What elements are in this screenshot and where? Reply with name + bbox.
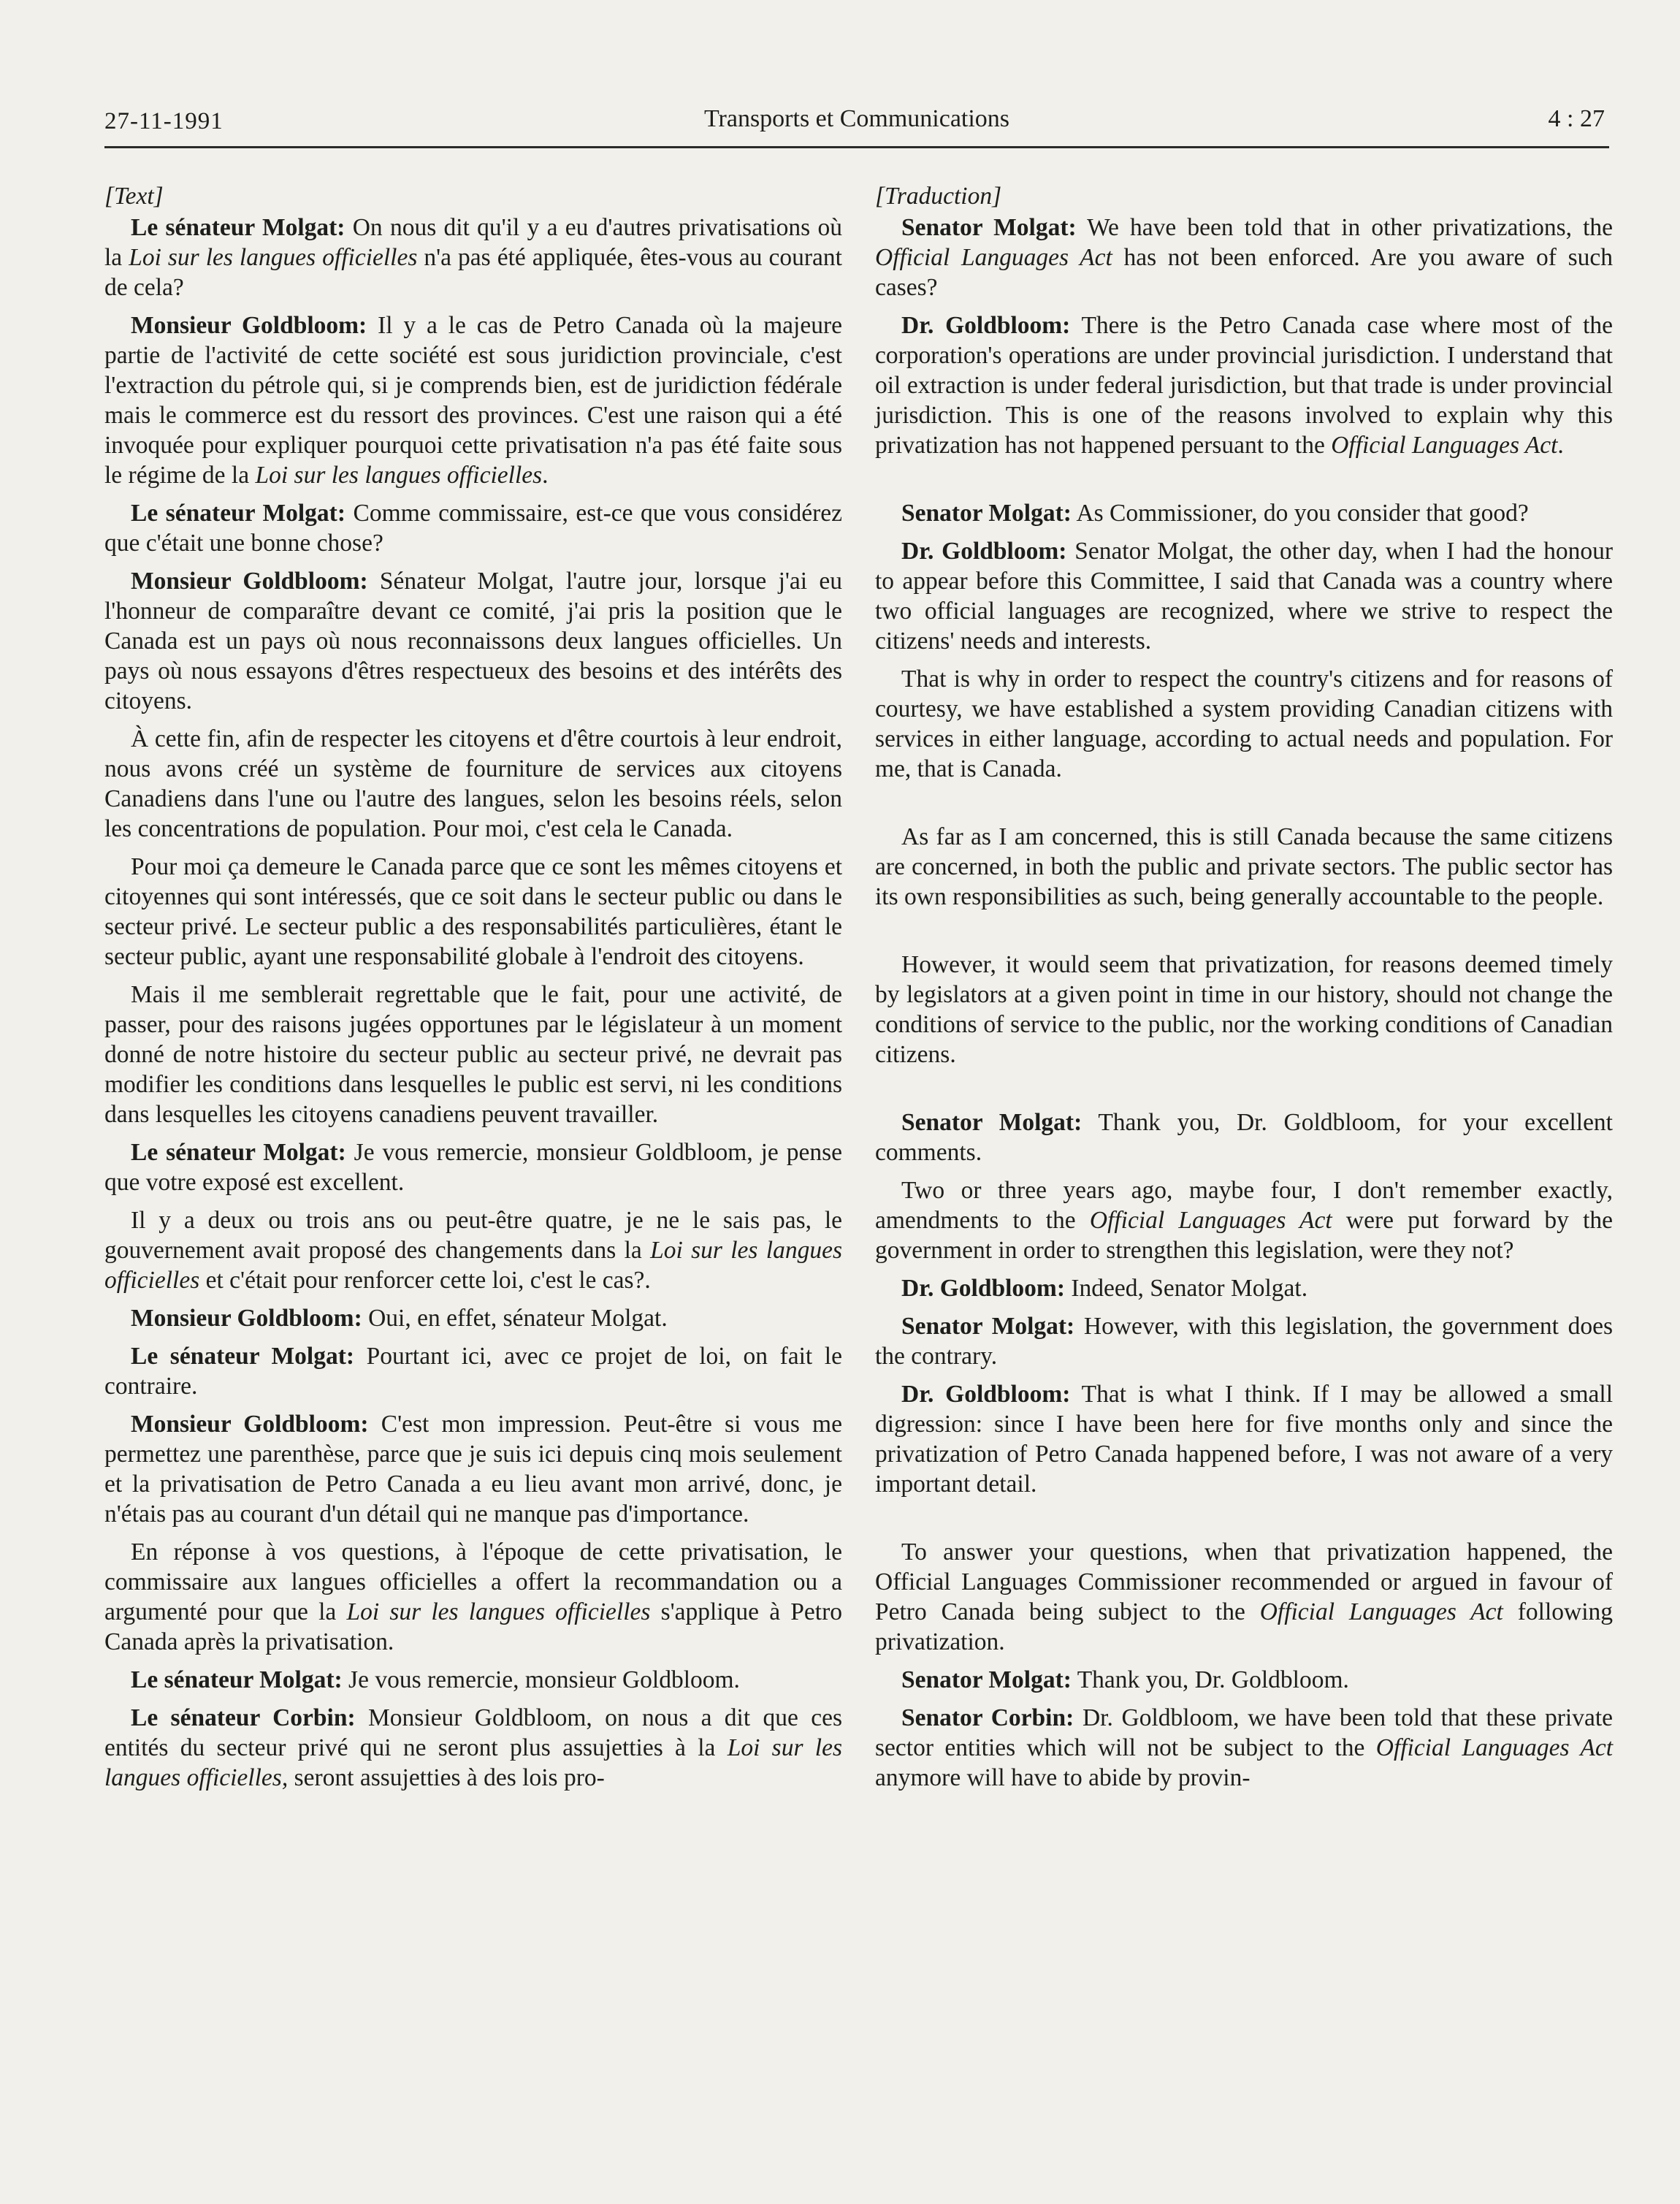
paragraph: However, it would seem that privatization, for reasons deemed timely by legislators at a given point in time in our history, should not change the conditions of service to the public, nor the working conditions of Canadian citizens.	[875, 951, 1613, 1068]
paragraph: À cette fin, afin de respecter les citoyens et d'être courtois à leur endroit, nous avons créé un système de fourniture de services aux citoyens Canadiens dans l'une ou l'autre des langues, selon les besoins réels, selon les concentrations de population. Pour moi, c'est cela le Canada.	[104, 725, 842, 842]
act-title: Official Languages Act	[875, 244, 1112, 271]
speaker-name: Le sénateur Molgat:	[131, 1139, 346, 1166]
paragraph: Il y a deux ou trois ans ou peut-être quatre, je ne le sais pas, le gouvernement avait proposé des changements dans la Loi sur les langues officielles et c'était pour renforcer cette loi, c'est le cas?.	[104, 1207, 842, 1294]
act-title: Official Languages Act	[1259, 1598, 1503, 1625]
speaker-name: Dr. Goldbloom:	[901, 312, 1071, 339]
paragraph: Dr. Goldbloom: Senator Molgat, the other day, when I had the honour to appear before this Committee, I said that Canada was a country where two official languages are recognized, where we strive to respect the citizens' needs and interests.	[875, 538, 1613, 655]
speaker-name: Monsieur Goldbloom:	[131, 312, 367, 339]
speaker-name: Senator Molgat:	[901, 1109, 1083, 1136]
paragraph: Le sénateur Corbin: Monsieur Goldbloom, on nous a dit que ces entités du secteur privé qui ne seront plus assujetties à la Loi sur les langues officielles, seront assujetties à des lois pro-	[104, 1704, 842, 1791]
act-title: Loi sur les langues officielles	[104, 1237, 842, 1294]
speaker-name: Senator Molgat:	[901, 500, 1072, 527]
speaker-name: Monsieur Goldbloom:	[131, 1411, 369, 1438]
act-title: Loi sur les langues officielles,	[104, 1734, 842, 1791]
speaker-name: Le sénateur Molgat:	[131, 1343, 355, 1370]
speaker-name: Dr. Goldbloom:	[901, 1275, 1065, 1302]
section-tag: [Text]	[104, 183, 164, 210]
paragraph: Two or three years ago, maybe four, I don't remember exactly, amendments to the Official Languages Act were put forward by the government in order to strengthen this legislation, were they not?	[875, 1177, 1613, 1264]
paragraph: Senator Molgat: Thank you, Dr. Goldbloom.	[901, 1666, 1349, 1693]
paragraph: Monsieur Goldbloom: C'est mon impression. Peut-être si vous me permettez une parenthèse, parce que je suis ici depuis cinq mois seulement et la privatisation de Petro Canada a eu lieu avant mon arrivé, donc, je n'étais pas au courant d'un détail qui ne manque pas d'importance.	[104, 1411, 842, 1528]
section-tag: [Traduction]	[875, 183, 1002, 210]
paragraph: As far as I am concerned, this is still Canada because the same citizens are concerned, in both the public and private sectors. The public sector has its own responsibilities as such, being generally accountable to the people.	[875, 823, 1613, 910]
paragraph: Le sénateur Molgat: Pourtant ici, avec ce projet de loi, on fait le contraire.	[104, 1343, 842, 1400]
speaker-name: Le sénateur Molgat:	[131, 214, 345, 241]
english-column	[875, 181, 1613, 1801]
header-page-number: 4 : 27	[1548, 105, 1605, 132]
paragraph: Le sénateur Molgat: Comme commissaire, est-ce que vous considérez que c'était une bonne chose?	[104, 500, 842, 557]
french-column	[104, 181, 842, 1801]
paragraph: Senator Molgat: However, with this legislation, the government does the contrary.	[875, 1313, 1613, 1370]
page-header	[104, 102, 1609, 148]
paragraph: En réponse à vos questions, à l'époque de cette privatisation, le commissaire aux langues officielles a offert la recommandation ou a argumenté pour que la Loi sur les langues officielles s'applique à Petro Canada après la privatisation.	[104, 1538, 842, 1655]
speaker-name: Dr. Goldbloom:	[901, 538, 1067, 565]
speaker-name: Senator Corbin:	[901, 1704, 1074, 1731]
act-title: Loi sur les langues officielles	[346, 1598, 651, 1625]
act-title: Official Languages Act	[1331, 432, 1558, 459]
act-title: Official Languages Act	[1375, 1734, 1613, 1761]
paragraph: Dr. Goldbloom: That is what I think. If I may be allowed a small digression: since I have been here for five months only and since the privatization of Petro Canada happened before, I was not aware of a very important detail.	[875, 1381, 1613, 1498]
paragraph: Le sénateur Molgat: Je vous remercie, monsieur Goldbloom, je pense que votre exposé est excellent.	[104, 1139, 842, 1196]
speaker-name: Senator Molgat:	[901, 1666, 1072, 1693]
act-title: Loi sur les langues officielles	[129, 244, 418, 271]
act-title: Official Languages Act	[1089, 1207, 1332, 1234]
paragraph: Monsieur Goldbloom: Oui, en effet, sénateur Molgat.	[131, 1305, 668, 1332]
paragraph: Dr. Goldbloom: Indeed, Senator Molgat.	[901, 1275, 1308, 1302]
paragraph: That is why in order to respect the country's citizens and for reasons of courtesy, we have established a system providing Canadian citizens with services in either language, according to actual needs and population. For me, that is Canada.	[875, 666, 1613, 782]
paragraph: Monsieur Goldbloom: Il y a le cas de Petro Canada où la majeure partie de l'activité de cette société est sous juridiction provinciale, c'est l'extraction du pétrole qui, si je comprends bien, est de juridiction fédérale mais le commerce est du ressort des provinces. C'est une raison qui a été invoquée pour expliquer pourquoi cette privatisation n'a pas été faite sous le régime de la Loi sur les langues officielles.	[104, 312, 842, 489]
paragraph: Dr. Goldbloom: There is the Petro Canada case where most of the corporation's operations are under provincial jurisdiction. I understand that oil extraction is under federal jurisdiction, but that trade is under provincial jurisdiction. This is one of the reasons involved to explain why this privatization has not happened persuant to the Official Languages Act.	[875, 312, 1614, 459]
speaker-name: Monsieur Goldbloom:	[131, 568, 368, 595]
paragraph: Senator Molgat: As Commissioner, do you consider that good?	[901, 500, 1529, 527]
header-title: Transports et Communications	[703, 105, 1010, 132]
speaker-name: Senator Molgat:	[901, 1313, 1075, 1340]
paragraph: Monsieur Goldbloom: Sénateur Molgat, l'autre jour, lorsque j'ai eu l'honneur de comparaître devant ce comité, j'ai pris la position que le Canada est un pays où nous reconnaissons deux langues officielles. Un pays où nous essayons d'êtres respectueux des besoins et des intérêts des citoyens.	[104, 568, 842, 714]
header-date: 27-11-1991	[104, 108, 224, 134]
paragraph: Pour moi ça demeure le Canada parce que ce sont les mêmes citoyens et citoyennes qui sont intéressés, que ce soit dans le secteur public ou dans le secteur privé. Le secteur public a des responsabilités particulières, étant le secteur public, ayant une responsabilité globale à l'endroit des citoyens.	[104, 853, 842, 970]
paragraph: Senator Molgat: We have been told that in other privatizations, the Official Languages Act has not been enforced. Are you aware of such cases?	[875, 214, 1613, 301]
paragraph: Le sénateur Molgat: Je vous remercie, monsieur Goldbloom.	[131, 1666, 740, 1693]
paragraph: Senator Molgat: Thank you, Dr. Goldbloom, for your excellent comments.	[875, 1109, 1613, 1166]
speaker-name: Le sénateur Corbin:	[131, 1704, 356, 1731]
speaker-name: Le sénateur Molgat:	[131, 1666, 343, 1693]
paragraph: Le sénateur Molgat: On nous dit qu'il y a eu d'autres privatisations où la Loi sur les langues officielles n'a pas été appliquée, êtes-vous au courant de cela?	[104, 214, 842, 301]
paragraph: To answer your questions, when that privatization happened, the Official Languages Commissioner recommended or argued in favour of Petro Canada being subject to the Official Languages Act following privatization.	[875, 1538, 1613, 1655]
paragraph: Mais il me semblerait regrettable que le fait, pour une activité, de passer, pour des raisons jugées opportunes par le législateur à un moment donné de notre histoire du secteur public au secteur privé, ne devrait pas modifier les conditions dans lesquelles le public est servi, ni les conditions dans lesquelles les citoyens canadiens peuvent travailler.	[104, 981, 842, 1128]
speaker-name: Le sénateur Molgat:	[131, 500, 345, 527]
speaker-name: Monsieur Goldbloom:	[131, 1305, 362, 1332]
paragraph: Senator Corbin: Dr. Goldbloom, we have been told that these private sector entities which will not be subject to the Official Languages Act anymore will have to abide by provin-	[875, 1704, 1614, 1791]
speaker-name: Dr. Goldbloom:	[901, 1381, 1071, 1408]
speaker-name: Senator Molgat:	[901, 214, 1077, 241]
act-title: Loi sur les langues officielles	[255, 462, 543, 489]
